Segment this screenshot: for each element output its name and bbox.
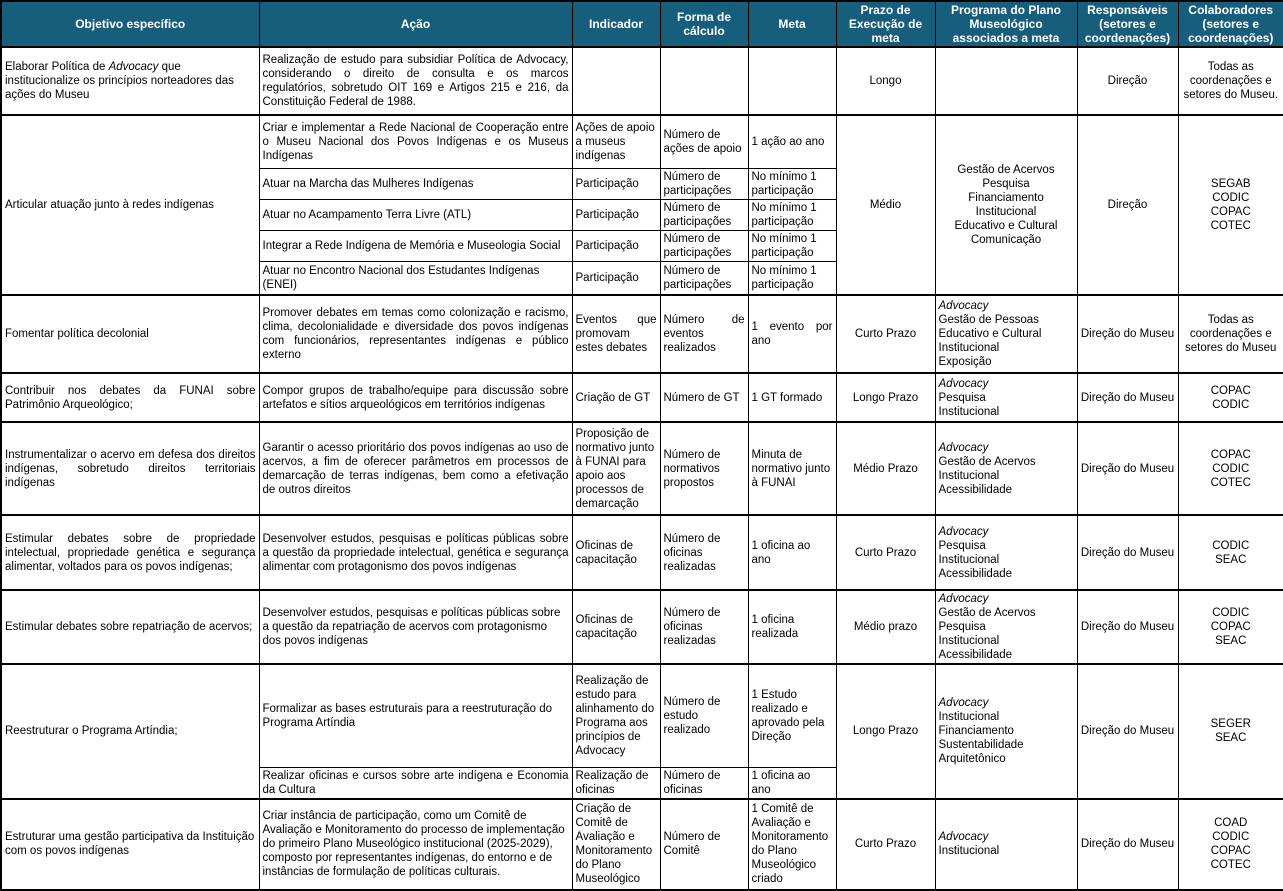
cell-acao: Realização de estudo para subsidiar Política de Advocacy, considerando o direito de consulta e os marcos regulatórios, sobretudo OIT 169 e Artigos 215 e 216, da Constituição Federal de 1988. (259, 47, 572, 115)
cell-indicador: Ações de apoio a museus indígenas (572, 115, 660, 168)
cell-forma-de-calculo: Número de participações (660, 168, 748, 199)
table-row (1, 799, 1283, 890)
cell-acao: Promover debates em temas como colonização e racismo, clima, decolonialidade e diversidade dos povos indígenas com funcionários, representantes indígenas e público externo (259, 295, 572, 373)
cell-responsaveis: Direção do Museu (1077, 590, 1178, 664)
cell-acao: Atuar no Encontro Nacional dos Estudantes Indígenas (ENEI) (259, 261, 572, 295)
cell-meta: No mínimo 1 participação (748, 168, 836, 199)
cell-programa: Advocacy Gestão de Acervos Institucional Acessibilidade (935, 422, 1077, 515)
cell-prazo: Médio prazo (836, 590, 935, 664)
cell-colaboradores: COPAC CODIC (1178, 373, 1283, 422)
cell-programa: Advocacy Pesquisa Institucional Acessibilidade (935, 515, 1077, 590)
column-header-forma: Forma de cálculo (660, 1, 748, 47)
cell-programa: Advocacy Pesquisa Institucional (935, 373, 1077, 422)
cell-acao: Integrar a Rede Indígena de Memória e Museologia Social (259, 230, 572, 261)
cell-responsaveis: Direção do Museu (1077, 515, 1178, 590)
cell-colaboradores: COAD CODIC COPAC COTEC (1178, 799, 1283, 890)
cell-colaboradores: CODIC COPAC SEAC (1178, 590, 1283, 664)
cell-forma-de-calculo (660, 47, 748, 115)
cell-meta: 1 GT formado (748, 373, 836, 422)
cell-meta: 1 oficina realizada (748, 590, 836, 664)
cell-forma-de-calculo: Número de Comitê (660, 799, 748, 890)
cell-meta: 1 ação ao ano (748, 115, 836, 168)
cell-acao: Atuar na Marcha das Mulheres Indígenas (259, 168, 572, 199)
cell-forma-de-calculo: Número de participações (660, 230, 748, 261)
cell-objetivo: Estimular debates sobre de propriedade intelectual, propriedade genética e segurança alimentar, voltados para os povos indígenas; (1, 515, 259, 590)
table-row (1, 515, 1283, 590)
cell-indicador: Participação (572, 168, 660, 199)
cell-indicador: Realização de estudo para alinhamento do Programa aos princípios de Advocacy (572, 664, 660, 767)
cell-responsaveis: Direção do Museu (1077, 295, 1178, 373)
cell-colaboradores: Todas as coordenações e setores do Museu. (1178, 47, 1283, 115)
cell-colaboradores: SEGAB CODIC COPAC COTEC (1178, 115, 1283, 295)
cell-forma-de-calculo: Número de ações de apoio (660, 115, 748, 168)
cell-acao: Criar e implementar a Rede Nacional de Cooperação entre o Museu Nacional dos Povos Indígenas e os Museus Indígenas (259, 115, 572, 168)
cell-acao: Desenvolver estudos, pesquisas e políticas públicas sobre a questão da propriedade intelectual, genética e segurança alimentar com protagonismo dos povos indígenas (259, 515, 572, 590)
cell-programa: Advocacy Institucional (935, 799, 1077, 890)
cell-indicador: Oficinas de capacitação (572, 590, 660, 664)
cell-prazo: Longo Prazo (836, 373, 935, 422)
cell-indicador: Proposição de normativo junto à FUNAI para apoio aos processos de demarcação (572, 422, 660, 515)
cell-prazo: Longo (836, 47, 935, 115)
cell-meta: No mínimo 1 participação (748, 261, 836, 295)
cell-objetivo: Fomentar política decolonial (1, 295, 259, 373)
cell-indicador: Participação (572, 199, 660, 230)
cell-objetivo: Estruturar uma gestão participativa da Instituição com os povos indígenas (1, 799, 259, 890)
cell-responsaveis: Direção (1077, 47, 1178, 115)
cell-prazo: Médio (836, 115, 935, 295)
cell-responsaveis: Direção do Museu (1077, 799, 1178, 890)
cell-prazo: Longo Prazo (836, 664, 935, 799)
cell-responsaveis: Direção do Museu (1077, 373, 1178, 422)
cell-meta: 1 Comitê de Avaliação e Monitoramento do Plano Museológico criado (748, 799, 836, 890)
cell-colaboradores: COPAC CODIC COTEC (1178, 422, 1283, 515)
cell-meta: Minuta de normativo junto à FUNAI (748, 422, 836, 515)
cell-indicador: Participação (572, 261, 660, 295)
cell-responsaveis: Direção do Museu (1077, 664, 1178, 799)
cell-forma-de-calculo: Número de estudo realizado (660, 664, 748, 767)
cell-programa (935, 47, 1077, 115)
cell-forma-de-calculo: Número de oficinas (660, 767, 748, 799)
cell-forma-de-calculo: Número de eventos realizados (660, 295, 748, 373)
cell-forma-de-calculo: Número de participações (660, 199, 748, 230)
column-header-objetivo: Objetivo específico (1, 1, 259, 47)
cell-prazo: Médio Prazo (836, 422, 935, 515)
cell-programa: Gestão de Acervos Pesquisa Financiamento Institucional Educativo e Cultural Comunicação (935, 115, 1077, 295)
cell-indicador: Participação (572, 230, 660, 261)
cell-indicador: Oficinas de capacitação (572, 515, 660, 590)
cell-prazo: Curto Prazo (836, 799, 935, 890)
cell-objetivo: Estimular debates sobre repatriação de acervos; (1, 590, 259, 664)
table-row (1, 422, 1283, 515)
cell-forma-de-calculo: Número de GT (660, 373, 748, 422)
cell-programa: Advocacy Gestão de Pessoas Educativo e Cultural Institucional Exposição (935, 295, 1077, 373)
table-row (1, 373, 1283, 422)
cell-objetivo: Reestruturar o Programa Artíndia; (1, 664, 259, 799)
cell-forma-de-calculo: Número de oficinas realizadas (660, 515, 748, 590)
cell-prazo: Curto Prazo (836, 295, 935, 373)
cell-meta: 1 evento por ano (748, 295, 836, 373)
cell-forma-de-calculo: Número de normativos propostos (660, 422, 748, 515)
table-row (1, 115, 1283, 168)
column-header-responsaveis: Responsáveis (setores e coordenações) (1077, 1, 1178, 47)
cell-acao: Garantir o acesso prioritário dos povos indígenas ao uso de acervos, a fim de oferecer parâmetros em processos de demarcação de terras indígenas, bem como a efetivação de outros direitos (259, 422, 572, 515)
column-header-prazo: Prazo de Execução de meta (836, 1, 935, 47)
cell-acao: Criar instância de participação, como um Comitê de Avaliação e Monitoramento do processo de implementação do primeiro Plano Museológico institucional (2025-2029), composto por representantes indígenas, do entorno e de instâncias de formulação de políticas culturais. (259, 799, 572, 890)
cell-prazo: Curto Prazo (836, 515, 935, 590)
cell-responsaveis: Direção do Museu (1077, 422, 1178, 515)
cell-meta (748, 47, 836, 115)
cell-responsaveis: Direção (1077, 115, 1178, 295)
cell-meta: No mínimo 1 participação (748, 199, 836, 230)
cell-acao: Formalizar as bases estruturais para a reestruturação do Programa Artíndia (259, 664, 572, 767)
cell-meta: No mínimo 1 participação (748, 230, 836, 261)
cell-programa: Advocacy Gestão de Acervos Pesquisa Institucional Acessibilidade (935, 590, 1077, 664)
table-row (1, 664, 1283, 767)
cell-indicador: Criação de GT (572, 373, 660, 422)
cell-colaboradores: SEGER SEAC (1178, 664, 1283, 799)
cell-acao: Desenvolver estudos, pesquisas e políticas públicas sobre a questão da repatriação de acervos com protagonismo dos povos indígenas (259, 590, 572, 664)
cell-indicador (572, 47, 660, 115)
table-row (1, 47, 1283, 115)
cell-forma-de-calculo: Número de participações (660, 261, 748, 295)
cell-indicador: Eventos que promovam estes debates (572, 295, 660, 373)
cell-acao: Atuar no Acampamento Terra Livre (ATL) (259, 199, 572, 230)
cell-meta: 1 oficina ao ano (748, 515, 836, 590)
cell-colaboradores: CODIC SEAC (1178, 515, 1283, 590)
cell-acao: Realizar oficinas e cursos sobre arte indígena e Economia da Cultura (259, 767, 572, 799)
table-row (1, 590, 1283, 664)
cell-colaboradores: Todas as coordenações e setores do Museu (1178, 295, 1283, 373)
cell-forma-de-calculo: Número de oficinas realizadas (660, 590, 748, 664)
cell-objetivo: Instrumentalizar o acervo em defesa dos direitos indígenas, sobretudo direitos territoriais indígenas (1, 422, 259, 515)
cell-meta: 1 Estudo realizado e aprovado pela Direção (748, 664, 836, 767)
cell-objetivo: Articular atuação junto à redes indígenas (1, 115, 259, 295)
table-header-row (1, 1, 1283, 47)
cell-objetivo: Contribuir nos debates da FUNAI sobre Patrimônio Arqueológico; (1, 373, 259, 422)
cell-indicador: Criação de Comitê de Avaliação e Monitoramento do Plano Museológico (572, 799, 660, 890)
column-header-acao: Ação (259, 1, 572, 47)
column-header-meta: Meta (748, 1, 836, 47)
table-row (1, 295, 1283, 373)
cell-acao: Compor grupos de trabalho/equipe para discussão sobre artefatos e sítios arqueológicos em territórios indígenas (259, 373, 572, 422)
column-header-indicador: Indicador (572, 1, 660, 47)
column-header-colaboradores: Colaboradores (setores e coordenações) (1178, 1, 1283, 47)
cell-objetivo: Elaborar Política de Advocacy que institucionalize os princípios norteadores das ações do Museu (1, 47, 259, 115)
cell-meta: 1 oficina ao ano (748, 767, 836, 799)
column-header-programa: Programa do Plano Museológico associados a meta (935, 1, 1077, 47)
cell-indicador: Realização de oficinas (572, 767, 660, 799)
cell-programa: Advocacy Institucional Financiamento Sustentabilidade Arquitetônico (935, 664, 1077, 799)
